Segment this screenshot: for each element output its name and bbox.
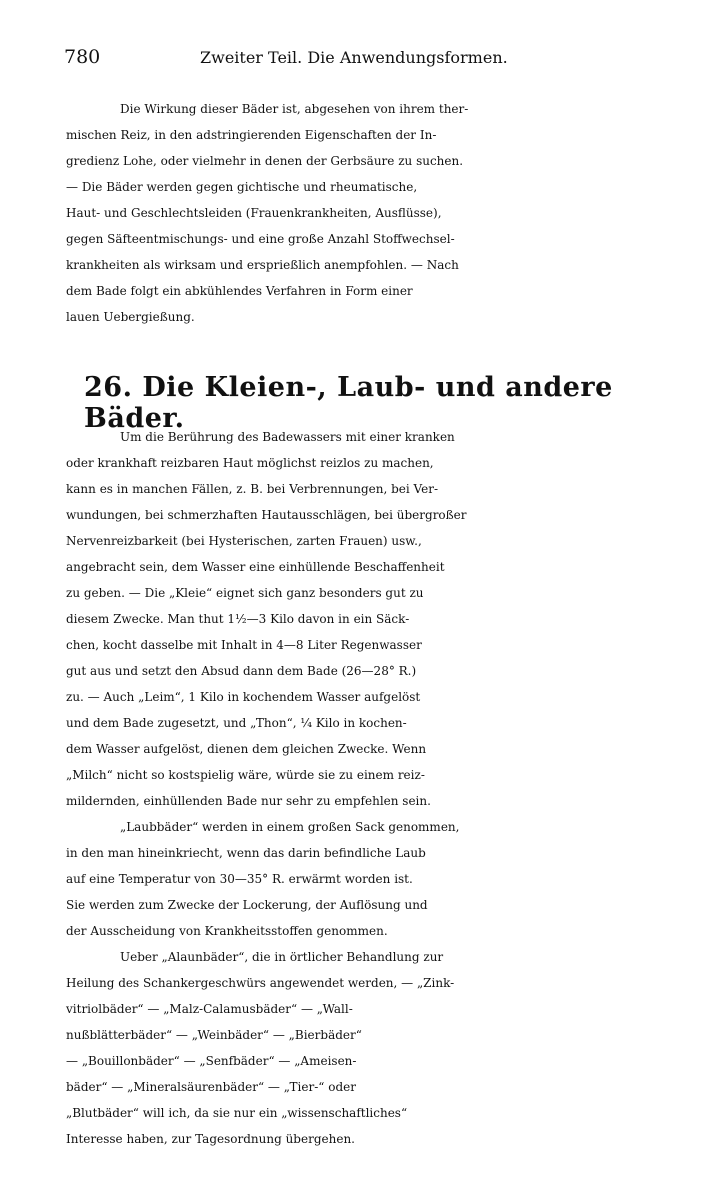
- text-line: — Die Bäder werden gegen gichtische und rheumatische,: [66, 180, 418, 194]
- text-line: gut aus und setzt den Absud dann dem Bade (26—28° R.): [66, 664, 417, 678]
- text-line: Um die Berührung des Badewassers mit einer kranken: [120, 430, 455, 444]
- text-line: dem Wasser aufgelöst, dienen dem gleichen Zwecke. Wenn: [66, 742, 427, 756]
- text-line: dem Bade folgt ein abkühlendes Verfahren in Form einer: [66, 284, 413, 298]
- section-heading: 26. Die Kleien-, Laub- und andere Bäder.: [84, 372, 613, 434]
- text-line: der Ausscheidung von Krankheitsstoffen genommen.: [66, 924, 388, 938]
- text-line: Die Wirkung dieser Bäder ist, abgesehen von ihrem ther-: [120, 102, 469, 116]
- text-line: „Blutbäder“ will ich, da sie nur ein „wissenschaftliches“: [66, 1106, 408, 1120]
- text-line: mildernden, einhüllenden Bade nur sehr zu empfehlen sein.: [66, 794, 431, 808]
- text-line: krankheiten als wirksam und ersprießlich anempfohlen. — Nach: [66, 258, 459, 272]
- text-line: Interesse haben, zur Tagesordnung übergehen.: [66, 1132, 355, 1146]
- text-line: „Laubbäder“ werden in einem großen Sack genommen,: [120, 820, 460, 834]
- text-line: wundungen, bei schmerzhaften Hautausschlägen, bei übergroßer: [66, 508, 467, 522]
- text-line: diesem Zwecke. Man thut 1½—3 Kilo davon in ein Säck-: [66, 612, 410, 626]
- text-line: Heilung des Schankergeschwürs angewendet werden, — „Zink-: [66, 976, 455, 990]
- text-line: nußblätterbäder“ — „Weinbäder“ — „Bierbäder“: [66, 1028, 362, 1042]
- page-header: [64, 46, 664, 76]
- text-line: kann es in manchen Fällen, z. B. bei Verbrennungen, bei Ver-: [66, 482, 439, 496]
- text-line: auf eine Temperatur von 30—35° R. erwärmt worden ist.: [66, 872, 413, 886]
- text-line: bäder“ — „Mineralsäurenbäder“ — „Tier-“ oder: [66, 1080, 356, 1094]
- page-number: 780: [64, 46, 101, 68]
- text-line: chen, kocht dasselbe mit Inhalt in 4—8 Liter Regenwasser: [66, 638, 422, 652]
- text-line: oder krankhaft reizbaren Haut möglichst reizlos zu machen,: [66, 456, 434, 470]
- running-head: Zweiter Teil. Die Anwendungsformen.: [200, 48, 508, 67]
- text-line: lauen Uebergießung.: [66, 310, 195, 324]
- text-line: Ueber „Alaunbäder“, die in örtlicher Behandlung zur: [120, 950, 444, 964]
- text-line: und dem Bade zugesetzt, und „Thon“, ¼ Kilo in kochen-: [66, 716, 407, 730]
- text-line: „Milch“ nicht so kostspielig wäre, würde sie zu einem reiz-: [66, 768, 425, 782]
- text-line: zu geben. — Die „Kleie“ eignet sich ganz besonders gut zu: [66, 586, 424, 600]
- text-line: — „Bouillonbäder“ — „Senfbäder“ — „Ameisen-: [66, 1054, 357, 1068]
- text-line: angebracht sein, dem Wasser eine einhüllende Beschaffenheit: [66, 560, 445, 574]
- text-line: zu. — Auch „Leim“, 1 Kilo in kochendem Wasser aufgelöst: [66, 690, 421, 704]
- text-line: in den man hineinkriecht, wenn das darin befindliche Laub: [66, 846, 426, 860]
- text-line: Haut- und Geschlechtsleiden (Frauenkrankheiten, Ausflüsse),: [66, 206, 442, 220]
- text-line: gredienz Lohe, oder vielmehr in denen der Gerbsäure zu suchen.: [66, 154, 464, 168]
- text-line: mischen Reiz, in den adstringierenden Eigenschaften der In-: [66, 128, 437, 142]
- text-line: Nervenreizbarkeit (bei Hysterischen, zarten Frauen) usw.,: [66, 534, 422, 548]
- text-line: vitriolbäder“ — „Malz-Calamusbäder“ — „Wall-: [66, 1002, 353, 1016]
- text-line: gegen Säfteentmischungs- und eine große Anzahl Stoffwechsel-: [66, 232, 455, 246]
- text-line: Sie werden zum Zwecke der Lockerung, der Auflösung und: [66, 898, 428, 912]
